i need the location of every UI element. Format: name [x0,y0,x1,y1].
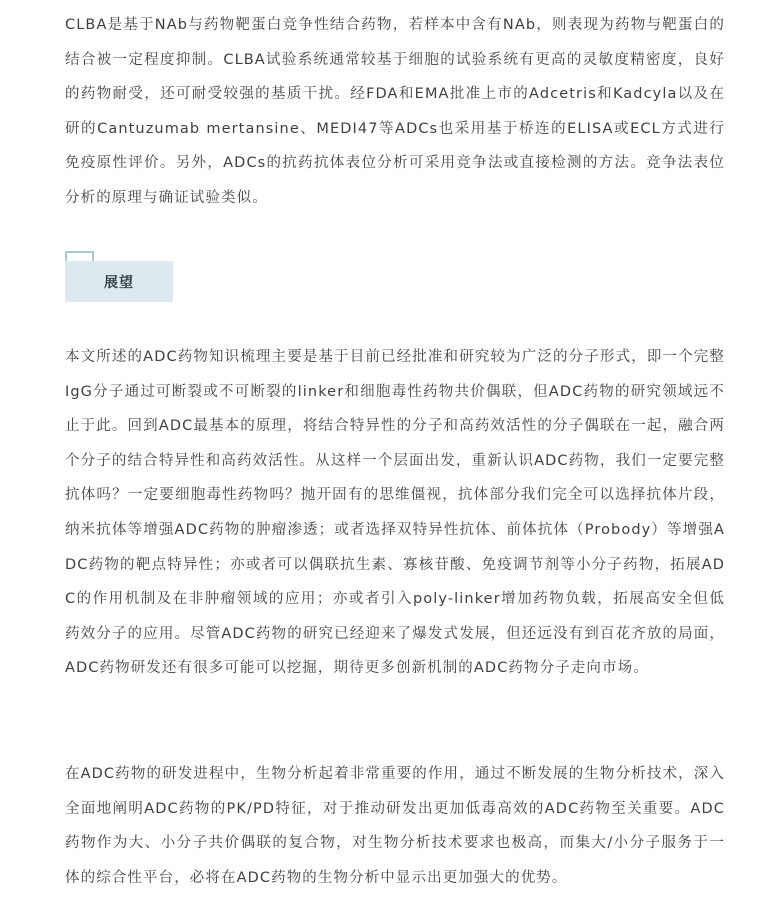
section-heading-outlook [65,251,175,303]
heading-box [65,261,173,302]
paragraph-bioanalysis: 在ADC药物的研发进程中，生物分析起着非常重要的作用，通过不断发展的生物分析技术，深入全面地阐明ADC药物的PK/PD特征，对于推动研发出更加低毒高效的ADC药物至关重要。ADC药物作为大、小分子共价偶联的复合物，对生物分析技术要求也极高，而集大/小分子服务于一体的综合性平台，必将在ADC药物的生物分析中显示出更加强大的优势。 [65,766,725,886]
paragraph-outlook: 本文所述的ADC药物知识梳理主要是基于目前已经批准和研究较为广泛的分子形式，即一个完整IgG分子通过可断裂或不可断裂的linker和细胞毒性药物共价偶联，但ADC药物的研究领域远不止于此。回到ADC最基本的原理，将结合特异性的分子和高药效活性的分子偶联在一起，融合两个分子的结合特异性和高药效活性。从这样一个层面出发，重新认识ADC药物，我们一定要完整抗体吗？一定要细胞毒性药物吗？抛开固有的思维僵视，抗体部分我们完全可以选择抗体片段，纳米抗体等增强ADC药物的肿瘤渗透；或者选择双特异性抗体、前体抗体（Probody）等增强ADC药物的靶点特异性；亦或者可以偶联抗生素、寡核苷酸、免疫调节剂等小分子药物，拓展ADC的作用机制及在非肿瘤领域的应用；亦或者引入poly-linker增加药物负载，拓展高安全但低药效分子的应用。尽管ADC药物的研究已经迎来了爆发式发展，但还远没有到百花齐放的局面，ADC药物研发还有很多可能可以挖掘，期待更多创新机制的ADC药物分子走向市场。 [65,349,725,677]
paragraph-clba: CLBA是基于NAb与药物靶蛋白竞争性结合药物，若样本中含有NAb，则表现为药物与靶蛋白的结合被一定程度抑制。CLBA试验系统通常较基于细胞的试验系统有更高的灵敏度精密度，良好的药物耐受，还可耐受较强的基质干扰。经FDA和EMA批准上市的Adcetris和Kadcyla以及在研的Cantuzumab mertansine、MEDI47等ADCs也采用基于桥连的ELISA或ECL方式进行免疫原性评价。另外，ADCs的抗药抗体表位分析可采用竞争法或直接检测的方法。竞争法表位分析的原理与确证试验类似。 [65,17,725,206]
section-heading-text: 展望 [104,274,134,291]
heading-corner-decoration [65,251,94,261]
